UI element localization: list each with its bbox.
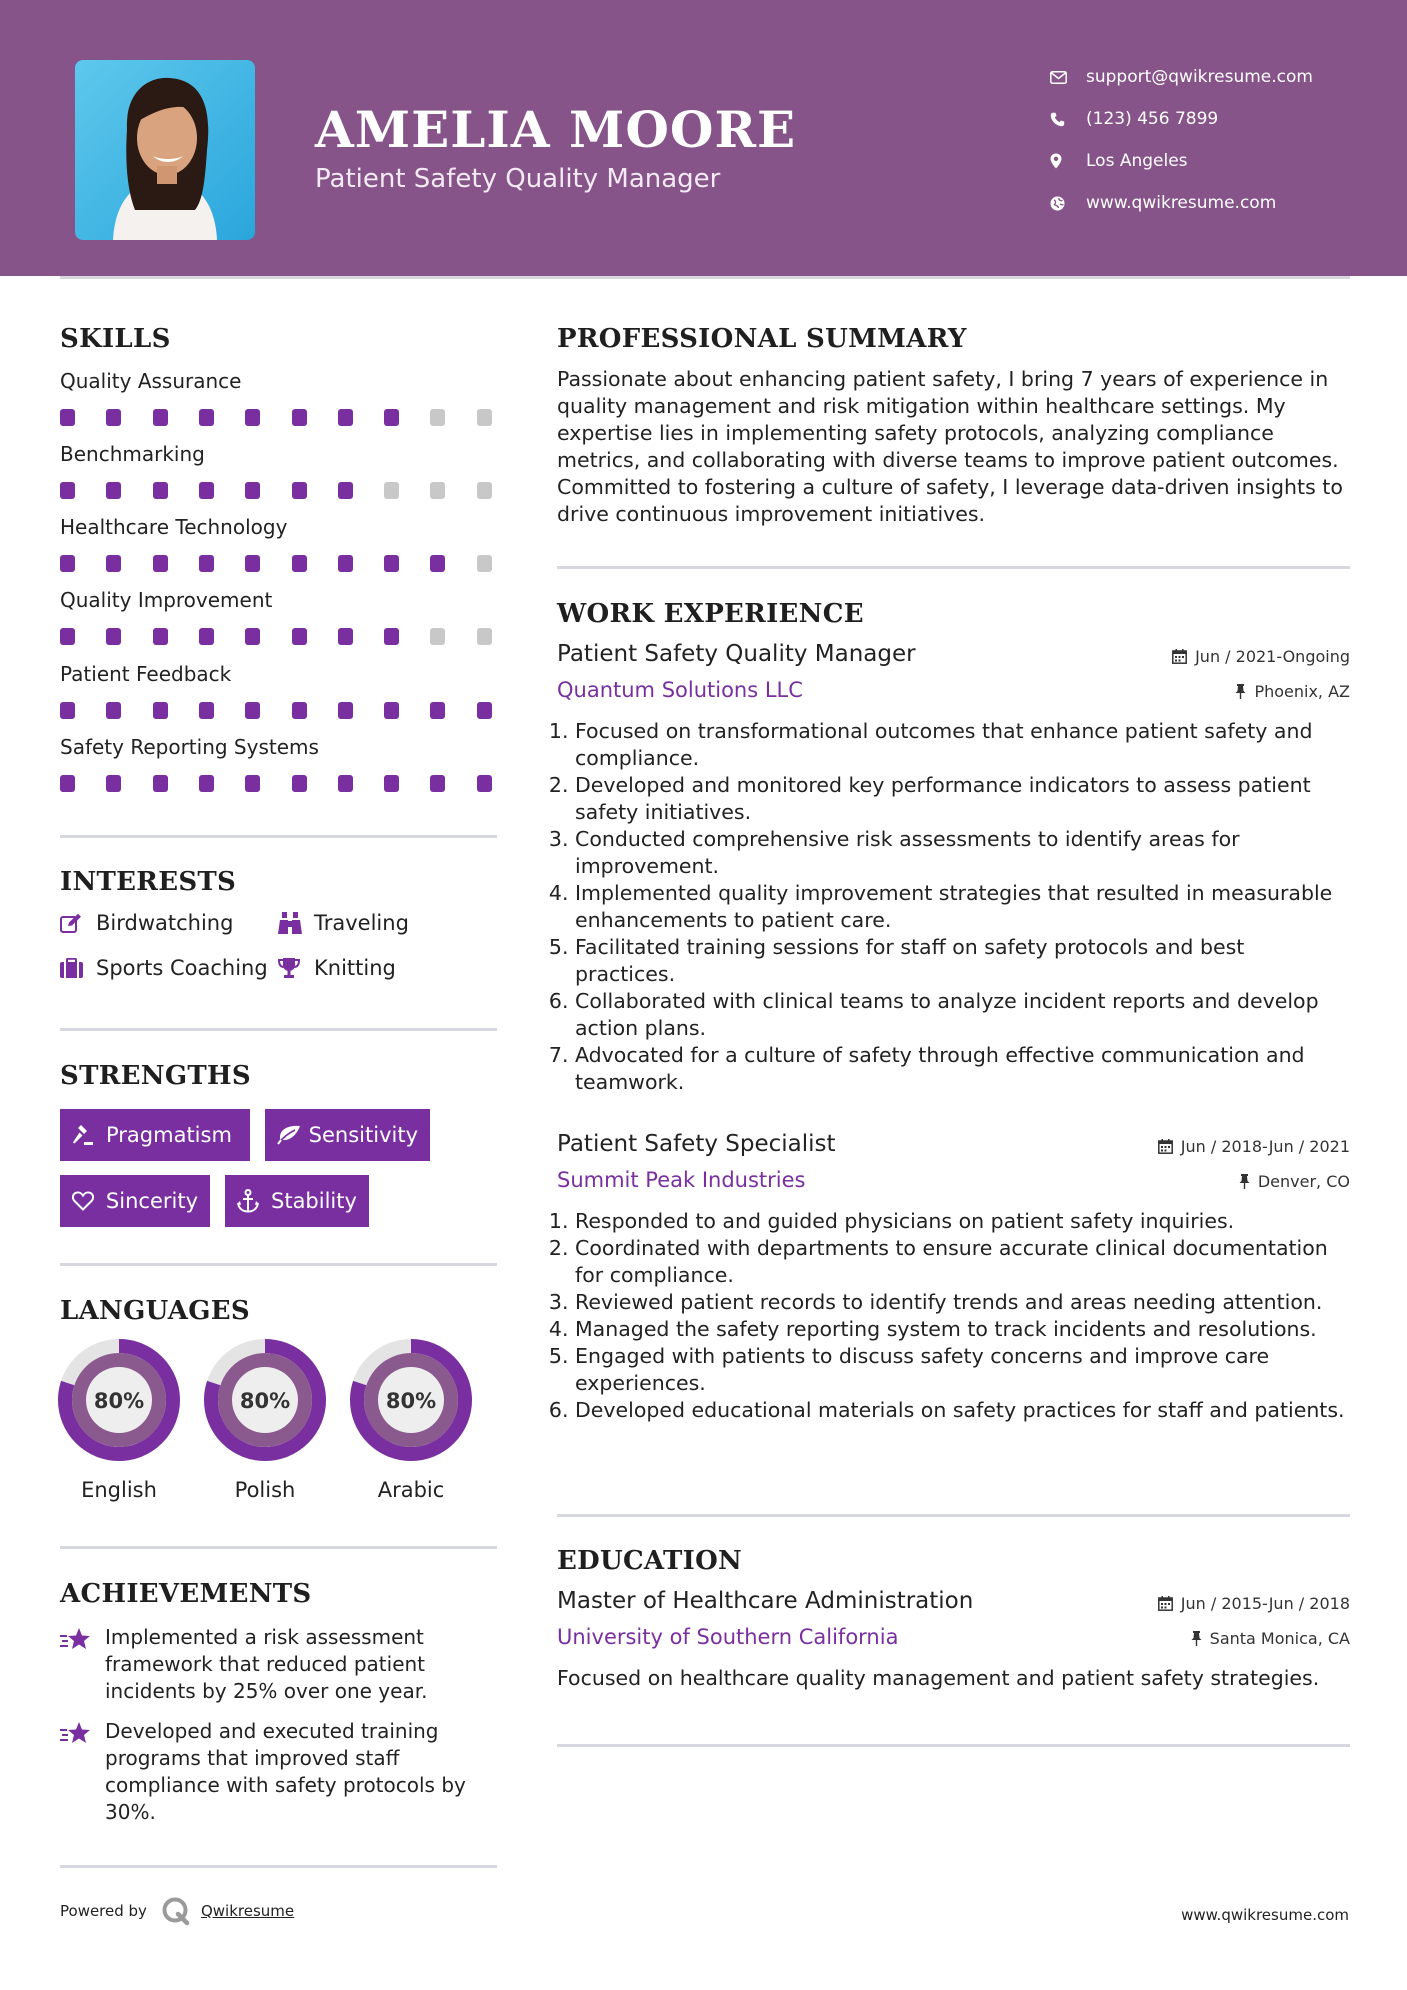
rating-dot-filled xyxy=(106,409,121,426)
rating-dot-filled xyxy=(199,555,214,572)
rating-dot-filled xyxy=(338,555,353,572)
rating-dot-filled xyxy=(153,409,168,426)
rating-dot-filled xyxy=(60,702,75,719)
rating-dot-filled xyxy=(292,409,307,426)
achievement-text: Developed and executed training programs that improved staff compliance with safety protocols by 30%. xyxy=(105,1719,466,1824)
language-progress-ring xyxy=(203,1338,327,1462)
rating-dot-filled xyxy=(153,555,168,572)
rating-dot-filled xyxy=(477,775,492,792)
qwikresume-link[interactable]: Qwikresume xyxy=(200,1902,295,1920)
rating-dot-filled xyxy=(338,702,353,719)
rating-dot-filled xyxy=(199,775,214,792)
star-icon xyxy=(60,1624,105,1705)
pushpin-icon xyxy=(1191,1631,1202,1646)
candidate-name: AMELIA MOORE xyxy=(315,100,797,159)
rating-dot-filled xyxy=(199,409,214,426)
rating-dot-filled xyxy=(384,555,399,572)
language-label: Arabic xyxy=(377,1478,445,1502)
rating-dot-filled xyxy=(338,775,353,792)
rating-dot-filled xyxy=(245,409,260,426)
skill-item xyxy=(60,662,500,686)
section-divider xyxy=(557,1744,1350,1747)
section-divider xyxy=(60,1263,497,1266)
rating-dot-filled xyxy=(106,555,121,572)
rating-dot-filled xyxy=(338,628,353,645)
section-divider xyxy=(60,1028,497,1031)
skill-item xyxy=(60,442,500,466)
strengths-heading: STRENGTHS xyxy=(60,1061,251,1091)
calendar-icon xyxy=(1158,1139,1173,1154)
section-divider xyxy=(557,1514,1350,1517)
summary-text: Passionate about enhancing patient safety, I bring 7 years of experience in quality management and risk mitigation within healthcare settings. My expertise lies in implementing safety protocols, analyzing compliance metrics, and collaborating with diverse teams to improve patient outcomes. Committed to fostering a culture of safety, I leverage data-driven insights to drive continuous improvement initiatives. xyxy=(557,367,1343,526)
skill-item xyxy=(60,515,500,539)
rating-dot-empty xyxy=(477,409,492,426)
rating-dot-filled xyxy=(477,702,492,719)
contact-email[interactable]: support@qwikresume.com xyxy=(1050,56,1313,98)
job-entry xyxy=(557,1131,1350,1424)
company-name: Summit Peak Industries xyxy=(557,1168,806,1192)
skill-item xyxy=(60,588,500,612)
language-percent: 80% xyxy=(239,1389,291,1413)
footer-website[interactable]: www.qwikresume.com xyxy=(1181,1906,1349,1924)
rating-dot-filled xyxy=(292,702,307,719)
strength-chip: Pragmatism xyxy=(60,1109,250,1161)
rating-dot-filled xyxy=(384,702,399,719)
envelope-icon xyxy=(1050,71,1086,84)
rating-dot-filled xyxy=(384,409,399,426)
skill-label: Healthcare Technology xyxy=(60,515,288,539)
degree-title: Master of Healthcare Administration xyxy=(557,1588,974,1614)
pushpin-icon xyxy=(1239,1174,1250,1189)
skill-rating xyxy=(60,409,500,427)
achievement-item xyxy=(60,1624,500,1705)
job-responsibilities xyxy=(557,1208,1350,1424)
rating-dot-filled xyxy=(106,702,121,719)
rating-dot-filled xyxy=(153,702,168,719)
rating-dot-filled xyxy=(153,775,168,792)
rating-dot-filled xyxy=(199,702,214,719)
interest-item: Knitting xyxy=(278,956,396,980)
skill-label: Patient Feedback xyxy=(60,662,232,686)
language-item xyxy=(57,1338,181,1502)
rating-dot-filled xyxy=(153,628,168,645)
skill-label: Safety Reporting Systems xyxy=(60,735,319,759)
language-label: English xyxy=(81,1478,157,1502)
calendar-icon xyxy=(1158,1596,1173,1611)
rating-dot-filled xyxy=(292,555,307,572)
leaf-icon xyxy=(277,1125,309,1145)
rating-dot-filled xyxy=(60,628,75,645)
list-item: 6. Collaborated with clinical teams to analyze incident reports and develop action plans. xyxy=(575,988,1350,1042)
language-percent: 80% xyxy=(93,1389,145,1413)
qwikresume-logo-icon xyxy=(161,1896,191,1926)
skill-rating xyxy=(60,555,500,573)
rating-dot-empty xyxy=(430,409,445,426)
list-item: 3. Reviewed patient records to identify trends and areas needing attention. xyxy=(575,1289,1350,1316)
education-entry xyxy=(557,1588,1350,1692)
phone-icon xyxy=(1050,112,1086,127)
rating-dot-filled xyxy=(292,482,307,499)
school-name: University of Southern California xyxy=(557,1625,899,1649)
rating-dot-empty xyxy=(430,482,445,499)
education-date: Jun / 2015-Jun / 2018 xyxy=(1158,1594,1350,1613)
job-title: Patient Safety Quality Manager xyxy=(557,641,916,667)
header-rule xyxy=(60,276,1350,279)
rating-dot-filled xyxy=(60,482,75,499)
rating-dot-filled xyxy=(430,775,445,792)
candidate-title: Patient Safety Quality Manager xyxy=(315,164,721,194)
skill-rating xyxy=(60,702,500,720)
rating-dot-filled xyxy=(199,482,214,499)
language-label: Polish xyxy=(234,1478,296,1502)
job-location: Phoenix, AZ xyxy=(1235,682,1350,701)
rating-dot-filled xyxy=(384,775,399,792)
rating-dot-empty xyxy=(430,628,445,645)
strength-chip: Stability xyxy=(225,1175,369,1227)
skill-label: Quality Improvement xyxy=(60,588,273,612)
rating-dot-filled xyxy=(338,409,353,426)
language-item xyxy=(349,1338,473,1502)
skill-item xyxy=(60,369,500,393)
rating-dot-filled xyxy=(199,628,214,645)
pushpin-icon xyxy=(1235,684,1246,699)
list-item: 4. Implemented quality improvement strategies that resulted in measurable enhancements to patient care. xyxy=(575,880,1350,934)
rating-dot-filled xyxy=(245,482,260,499)
rating-dot-filled xyxy=(245,628,260,645)
rating-dot-empty xyxy=(477,482,492,499)
section-divider xyxy=(557,566,1350,569)
job-location: Denver, CO xyxy=(1239,1172,1350,1191)
map-pin-icon xyxy=(1050,153,1086,169)
skill-item xyxy=(60,735,500,759)
education-heading: EDUCATION xyxy=(557,1546,743,1576)
job-date: Jun / 2018-Jun / 2021 xyxy=(1158,1137,1350,1156)
rating-dot-filled xyxy=(430,702,445,719)
rating-dot-empty xyxy=(477,628,492,645)
education-location: Santa Monica, CA xyxy=(1191,1629,1350,1648)
education-description: Focused on healthcare quality management and patient safety strategies. xyxy=(557,1666,1320,1690)
rating-dot-filled xyxy=(338,482,353,499)
briefcase-icon xyxy=(60,958,96,978)
footer-powered-by: Powered by Qwikresume xyxy=(60,1896,294,1926)
rating-dot-filled xyxy=(292,775,307,792)
rating-dot-filled xyxy=(60,409,75,426)
list-item: 1. Responded to and guided physicians on patient safety inquiries. xyxy=(575,1208,1350,1235)
skill-rating xyxy=(60,775,500,793)
contact-phone[interactable]: (123) 456 7899 xyxy=(1050,98,1313,140)
list-item: 3. Conducted comprehensive risk assessments to identify areas for improvement. xyxy=(575,826,1350,880)
rating-dot-filled xyxy=(245,775,260,792)
list-item: 5. Facilitated training sessions for staff on safety protocols and best practices. xyxy=(575,934,1350,988)
calendar-icon xyxy=(1172,649,1187,664)
rating-dot-empty xyxy=(384,482,399,499)
interest-item: Traveling xyxy=(278,911,409,935)
interest-item: Birdwatching xyxy=(60,911,233,935)
language-progress-ring xyxy=(57,1338,181,1462)
languages-heading: LANGUAGES xyxy=(60,1296,250,1326)
skill-rating xyxy=(60,482,500,500)
language-percent: 80% xyxy=(385,1389,437,1413)
contact-website[interactable]: www.qwikresume.com xyxy=(1050,182,1313,224)
gavel-icon xyxy=(72,1124,106,1146)
list-item: 5. Engaged with patients to discuss safety concerns and improve care experiences. xyxy=(575,1343,1350,1397)
skill-label: Quality Assurance xyxy=(60,369,242,393)
rating-dot-filled xyxy=(106,775,121,792)
rating-dot-filled xyxy=(245,702,260,719)
interests-heading: INTERESTS xyxy=(60,867,237,897)
job-entry xyxy=(557,641,1350,1096)
list-item: 7. Advocated for a culture of safety through effective communication and teamwork. xyxy=(575,1042,1350,1096)
anchor-icon xyxy=(237,1189,271,1213)
star-icon xyxy=(60,1718,105,1826)
binoculars-icon xyxy=(278,912,314,934)
pencil-square-icon xyxy=(60,913,96,933)
rating-dot-filled xyxy=(106,482,121,499)
strength-chip: Sincerity xyxy=(60,1175,210,1227)
rating-dot-filled xyxy=(430,555,445,572)
skill-label: Benchmarking xyxy=(60,442,205,466)
profile-photo xyxy=(75,60,255,240)
skill-rating xyxy=(60,628,500,646)
rating-dot-filled xyxy=(384,628,399,645)
skills-heading: SKILLS xyxy=(60,324,171,354)
interest-item: Sports Coaching xyxy=(60,956,268,980)
job-responsibilities xyxy=(557,718,1350,1096)
rating-dot-filled xyxy=(60,775,75,792)
list-item: 4. Managed the safety reporting system to track incidents and resolutions. xyxy=(575,1316,1350,1343)
rating-dot-empty xyxy=(477,555,492,572)
achievement-item xyxy=(60,1718,500,1826)
list-item: 6. Developed educational materials on safety practices for staff and patients. xyxy=(575,1397,1350,1424)
contact-location: Los Angeles xyxy=(1050,140,1313,182)
globe-icon xyxy=(1050,196,1086,211)
rating-dot-filled xyxy=(106,628,121,645)
list-item: 2. Coordinated with departments to ensure accurate clinical documentation for compliance. xyxy=(575,1235,1350,1289)
achievement-text: Implemented a risk assessment framework that reduced patient incidents by 25% over one year. xyxy=(105,1625,428,1703)
contact-list xyxy=(1050,56,1313,224)
summary-heading: PROFESSIONAL SUMMARY xyxy=(557,324,967,354)
section-divider xyxy=(60,1865,497,1868)
rating-dot-filled xyxy=(60,555,75,572)
rating-dot-filled xyxy=(153,482,168,499)
section-divider xyxy=(60,1546,497,1549)
job-title: Patient Safety Specialist xyxy=(557,1131,836,1157)
language-progress-ring xyxy=(349,1338,473,1462)
achievements-heading: ACHIEVEMENTS xyxy=(60,1579,312,1609)
trophy-icon xyxy=(278,957,314,979)
company-name: Quantum Solutions LLC xyxy=(557,678,803,702)
language-item xyxy=(203,1338,327,1502)
list-item: 1. Focused on transformational outcomes that enhance patient safety and compliance. xyxy=(575,718,1350,772)
resume-header xyxy=(0,0,1407,276)
rating-dot-filled xyxy=(245,555,260,572)
strength-chip: Sensitivity xyxy=(265,1109,430,1161)
rating-dot-filled xyxy=(292,628,307,645)
list-item: 2. Developed and monitored key performance indicators to assess patient safety initiatives. xyxy=(575,772,1350,826)
experience-heading: WORK EXPERIENCE xyxy=(557,599,864,629)
section-divider xyxy=(60,835,497,838)
heart-icon xyxy=(72,1191,106,1211)
job-date: Jun / 2021-Ongoing xyxy=(1172,647,1350,666)
